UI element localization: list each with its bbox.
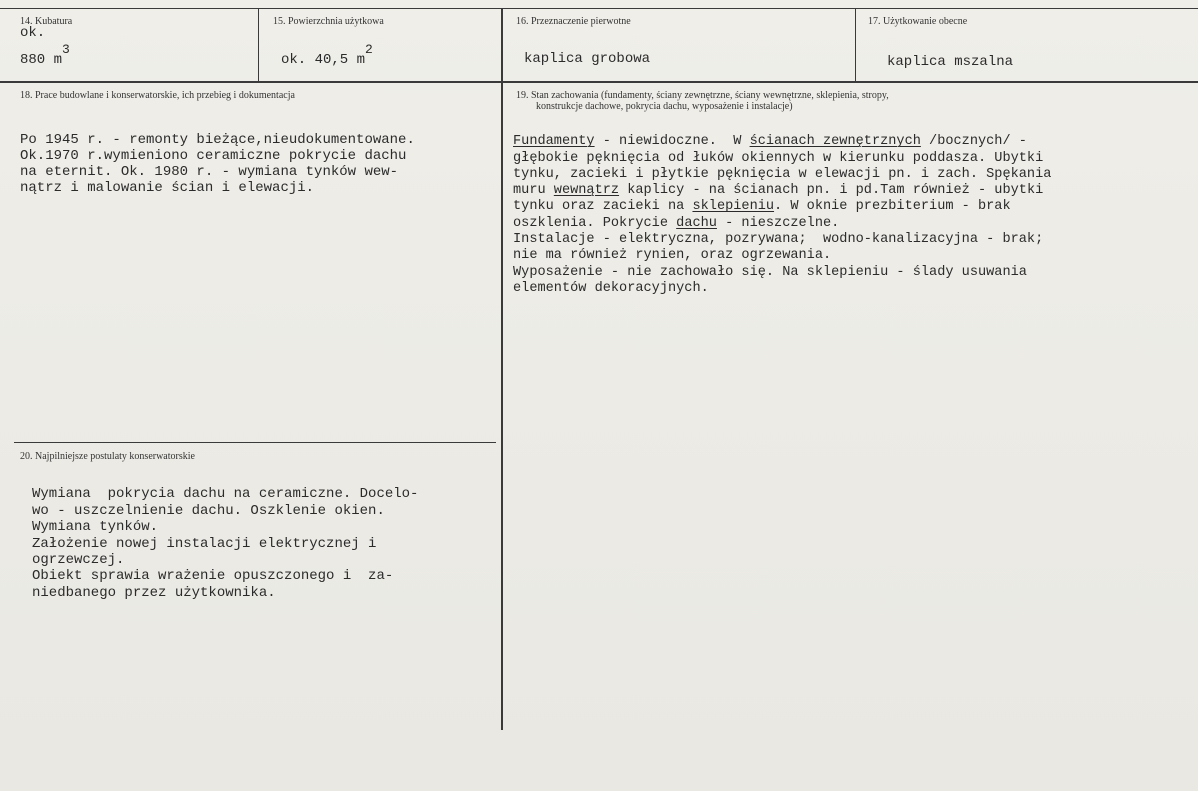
field-16-label: 16. Przeznaczenie pierwotne <box>516 16 631 27</box>
field-19-line <box>513 134 1051 150</box>
field-19-line <box>513 199 1051 215</box>
field-14-label: 14. Kubatura <box>20 16 73 27</box>
text-run: tynku oraz zacieki na <box>513 199 693 215</box>
field-14-value-line2 <box>20 42 70 69</box>
divider-14-15 <box>258 8 259 82</box>
field-15-label: 15. Powierzchnia użytkowa <box>273 16 384 27</box>
field-17-value: kaplica mszalna <box>887 54 1014 70</box>
field-19-line: nie ma również rynien, oraz ogrzewania. <box>513 248 832 264</box>
field-20-line: Wymiana tynków. <box>32 519 159 536</box>
field-19-line: elementów dekoracyjnych. <box>513 280 709 296</box>
text-run: muru <box>513 183 554 199</box>
field-16-value: kaplica grobowa <box>524 51 651 67</box>
field-15-unit-exponent: 2 <box>365 42 373 57</box>
field-18-text <box>20 116 415 196</box>
field-20-line: Obiekt sprawia wrażenie opuszczonego i za- <box>32 568 394 585</box>
field-18-line: nątrz i malowanie ścian i elewacji. <box>20 180 315 196</box>
field-14-value: 880 m <box>20 52 63 68</box>
field-17-label: 17. Użytkowanie obecne <box>868 16 968 27</box>
field-19-line: Wyposażenie - nie zachowało się. Na sklepieniu - ślady usuwania <box>513 264 1027 280</box>
field-18-line: Ok.1970 r.wymieniono ceramiczne pokrycie dachu <box>20 148 407 164</box>
field-19-text <box>513 118 1051 297</box>
field-20-line: wo - uszczelnienie dachu. Oszklenie okien. <box>32 502 385 519</box>
divider-16-17 <box>855 8 856 82</box>
field-20-text <box>32 470 418 601</box>
field-19-label-line1: 19. Stan zachowania (fundamenty, ściany zewnętrzne, ściany wewnętrzne, sklepienia, stropy, <box>516 90 889 101</box>
text-run: oszklenia. Pokrycie <box>513 215 677 231</box>
term-fundamenty: Fundamenty <box>513 134 595 150</box>
header-row-bottom-rule <box>0 81 1198 83</box>
field-18-line: na eternit. Ok. 1980 r. - wymiana tynków wew- <box>20 164 399 180</box>
field-18-label: 18. Prace budowlane i konserwatorskie, ich przebieg i dokumentacja <box>20 90 295 101</box>
text-run: . W oknie prezbiterium - brak <box>774 199 1011 215</box>
field-19-line: głębokie pęknięcia od łuków okiennych w kierunku poddasza. Ubytki <box>513 150 1044 166</box>
text-run: kaplicy - na ścianach pn. i pd.Tam również - ubytki <box>619 183 1044 199</box>
term-dachu: dachu <box>676 215 717 231</box>
field-14-unit-exponent: 3 <box>62 42 70 57</box>
field-20-line: ogrzewczej. <box>32 552 125 569</box>
field-19-line: tynku, zacieki i płytkie pęknięcia w elewacji pn. i zach. Spękania <box>513 166 1052 182</box>
field-20-line: niedbanego przez użytkownika. <box>32 584 276 601</box>
field-20-label: 20. Najpilniejsze postulaty konserwatorskie <box>20 451 195 462</box>
field-14-value-line1: ok. <box>20 25 46 41</box>
field-15-value-line <box>281 42 373 69</box>
text-run: - nieszczelne. <box>716 215 840 231</box>
field-18-line: Po 1945 r. - remonty bieżące,nieudokumentowane. <box>20 132 415 148</box>
field-20-line: Wymiana pokrycia dachu na ceramiczne. Docelo- <box>32 486 419 503</box>
divider-18-20 <box>14 442 496 443</box>
field-20-line: Założenie nowej instalacji elektrycznej i <box>32 535 377 552</box>
divider-main <box>501 8 503 730</box>
term-wewnatrz: wewnątrz <box>553 183 620 199</box>
term-sciany-zewnetrzne: ścianach zewnętrznych <box>749 134 921 150</box>
text-run: - niewidoczne. W <box>594 134 750 150</box>
field-19-line: Instalacje - elektryczna, pozrywana; wodno-kanalizacyjna - brak; <box>513 232 1044 248</box>
field-15-value: ok. 40,5 m <box>281 52 366 68</box>
text-run: /bocznych/ - <box>920 134 1027 150</box>
field-19-label-line2: konstrukcje dachowe, pokrycia dachu, wyposażenie i instalacje) <box>536 101 793 112</box>
field-19-line <box>513 216 1051 232</box>
top-rule <box>0 8 1198 9</box>
field-19-line <box>513 183 1051 199</box>
term-sklepieniu: sklepieniu <box>692 199 775 215</box>
